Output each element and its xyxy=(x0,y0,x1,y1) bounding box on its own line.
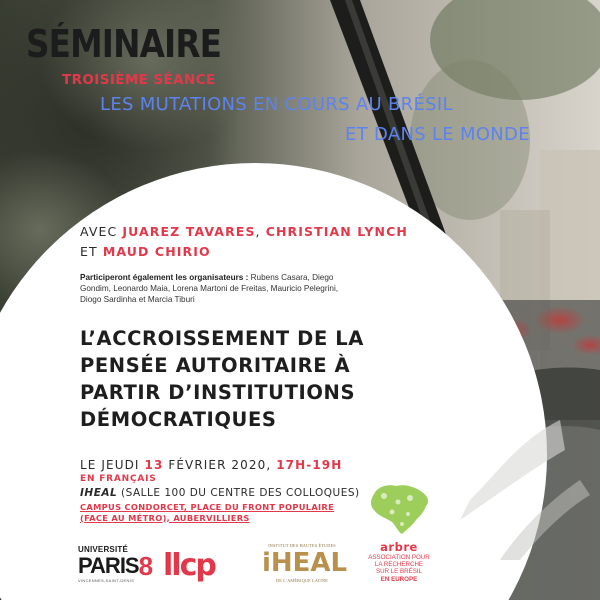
arbre-subtitle-line: EN EUROPE xyxy=(380,575,418,583)
seminar-title: SÉMINAIRE xyxy=(26,22,222,66)
paris8-paris: PARIS xyxy=(78,553,139,578)
theme-line-1: LES MUTATIONS EN COURS AU BRÉSIL xyxy=(100,94,453,115)
headline-line: PARTIR D’INSTITUTIONS xyxy=(80,381,356,404)
speakers-conjunction: ET xyxy=(80,244,98,259)
event-venue xyxy=(80,487,360,499)
speakers-block xyxy=(80,222,408,262)
event-date xyxy=(80,458,342,472)
arbre-subtitle-line: SUR LE BRÉSIL xyxy=(375,568,423,576)
date-prefix: LE JEUDI xyxy=(80,458,140,472)
event-address-link[interactable]: CAMPUS CONDORCET, PLACE DU FRONT POPULAIRE (FACE AU MÉTRO), AUBERVILLIERS xyxy=(80,502,335,523)
organizers-label: Participeront également les organisateurs : xyxy=(80,273,249,282)
arbre-wordmark: arbre xyxy=(380,540,418,554)
iheal-bottom-text: DE L’AMÉRIQUE LATINE xyxy=(276,578,328,583)
speaker-juarez-tavares: JUAREZ TAVARES xyxy=(122,224,256,239)
brazil-map-icon xyxy=(364,480,434,538)
date-day: 13 xyxy=(144,458,164,472)
headline-line: PENSÉE AUTORITAIRE À xyxy=(80,354,351,377)
iheal-logo xyxy=(262,543,348,583)
paris8-eight: 8 xyxy=(138,551,154,581)
iheal-top-text: INSTITUT DES HAUTES ÉTUDES xyxy=(268,543,336,548)
speaker-maud-chirio: MAUD CHIRIO xyxy=(102,244,211,259)
paris8-subtitle: VINCENNES-SAINT-DENIS xyxy=(78,578,135,583)
iheal-wordmark: iHEAL xyxy=(262,548,348,578)
event-time: 17H-19H xyxy=(276,458,343,472)
arbre-subtitle-line: LA RECHERCHE xyxy=(374,561,424,569)
organizers-names: Rubens Casara, Diego Gondim, Leonardo Maia, Lorena Martoni de Freitas, Mauricio Pelegrini, Diogo Sardinha et Marcia Tiburi xyxy=(80,273,339,304)
arbre-subtitle xyxy=(366,554,432,583)
date-suffix: FÉVRIER 2020, xyxy=(168,458,272,472)
theme-line-2: ET DANS LE MONDE xyxy=(345,124,530,145)
paris8-logo xyxy=(78,546,153,583)
headline-line: L’ACCROISSEMENT DE LA xyxy=(80,327,364,350)
arbre-subtitle-line: ASSOCIATION POUR xyxy=(368,554,430,561)
headline-line: DÉMOCRATIQUES xyxy=(80,408,277,431)
session-label: TROISIÈME SÉANCE xyxy=(62,72,216,88)
event-language: EN FRANÇAIS xyxy=(80,474,157,484)
speakers-prefix: AVEC xyxy=(80,224,118,239)
talk-headline xyxy=(80,325,390,433)
speaker-christian-lynch: CHRISTIAN LYNCH xyxy=(265,224,408,239)
organizers-note xyxy=(80,272,342,305)
paris8-universite: UNIVERSITÉ xyxy=(78,545,129,554)
speakers-separator: , xyxy=(255,224,261,239)
venue-name: IHEAL xyxy=(80,487,118,499)
llcp-logo: llcp xyxy=(163,548,215,583)
venue-detail: (SALLE 100 DU CENTRE DES COLLOQUES) xyxy=(121,487,360,499)
